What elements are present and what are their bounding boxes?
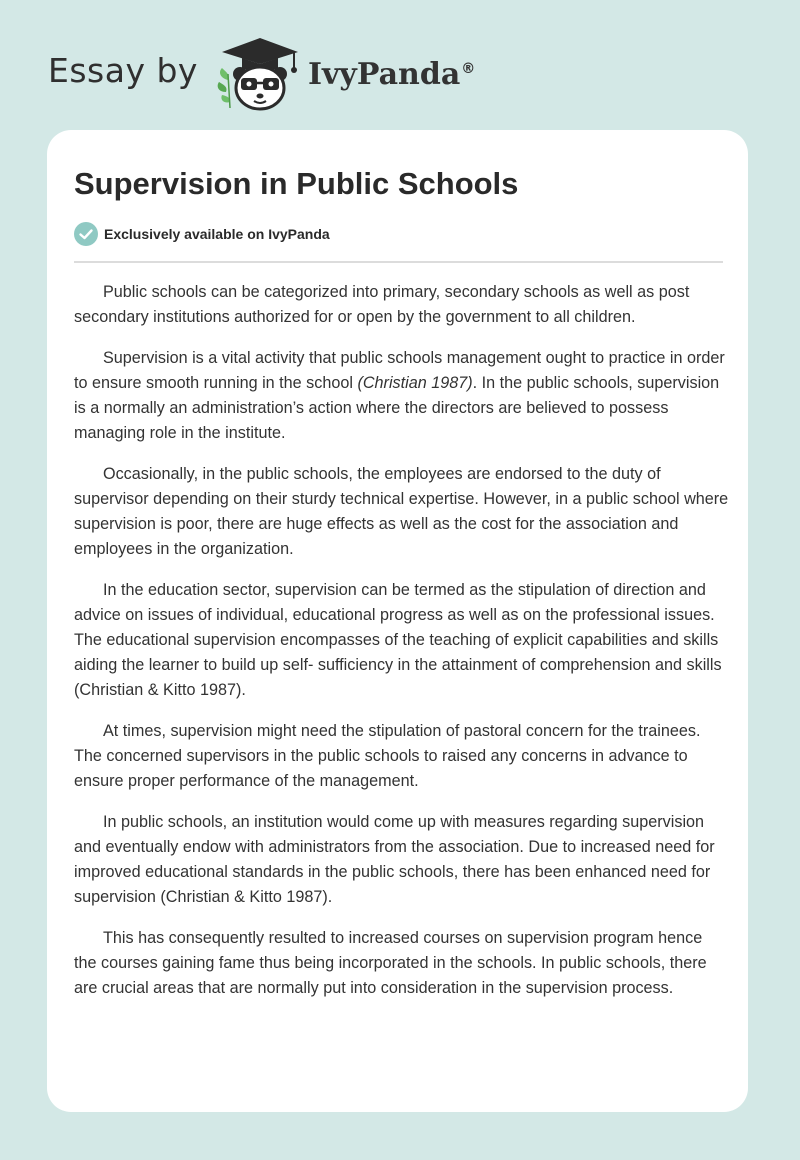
exclusive-badge	[74, 222, 330, 246]
brand-name[interactable]: IvyPanda®	[307, 56, 476, 92]
registered-mark: ®	[461, 60, 476, 77]
panda-logo-icon[interactable]	[214, 34, 306, 114]
paragraph-3: Occasionally, in the public schools, the employees are endorsed to the duty of supervisor depending on their sturdy technical expertise. However, in a public school where supervision is poor, there are huge effects as well as the cost for the association and employees in the organization.	[74, 465, 729, 558]
paragraph-6: In public schools, an institution would come up with measures regarding supervision and eventually endow with administrators from the association. Due to increased need for improved educational standards in the public schools, there has been enhanced need for supervision (Christian & Kitto 1987).	[74, 813, 715, 906]
citation: (Christian 1987)	[357, 374, 473, 392]
essay-card	[47, 130, 748, 1112]
site-header	[48, 34, 475, 114]
paragraph-1: Public schools can be categorized into primary, secondary schools as well as post secondary institutions authorized for or open by the government to all children.	[74, 283, 690, 326]
paragraph-2: Supervision is a vital activity that public schools management ought to practice in order to ensure smooth running in the school (Christian 1987). In the public schools, supervision is a normally an administration’s action where the directors are believed to possess managing role in the institute.	[74, 349, 725, 442]
essay-body	[74, 280, 729, 1017]
exclusive-badge-label: Exclusively available on IvyPanda	[104, 226, 330, 242]
paragraph-4: In the education sector, supervision can be termed as the stipulation of direction and advice on issues of individual, educational progress as well as on the professional issues. The educational supervision encompasses of the teaching of explicit capabilities and skills aiding the learner to build up self- sufficiency in the attainment of comprehension and skills (Christian & Kitto 1987).	[74, 581, 722, 699]
check-icon	[74, 222, 98, 246]
paragraph-5: At times, supervision might need the stipulation of pastoral concern for the trainees. The concerned supervisors in the public schools to raised any concerns in advance to ensure proper performance of the management.	[74, 722, 701, 790]
divider	[74, 261, 723, 263]
essay-by-label: Essay by	[48, 50, 198, 90]
page-title: Supervision in Public Schools	[74, 166, 519, 201]
paragraph-7: This has consequently resulted to increased courses on supervision program hence the courses gaining fame thus being incorporated in the schools. In public schools, there are crucial areas that are normally put into consideration in the supervision process.	[74, 929, 707, 997]
